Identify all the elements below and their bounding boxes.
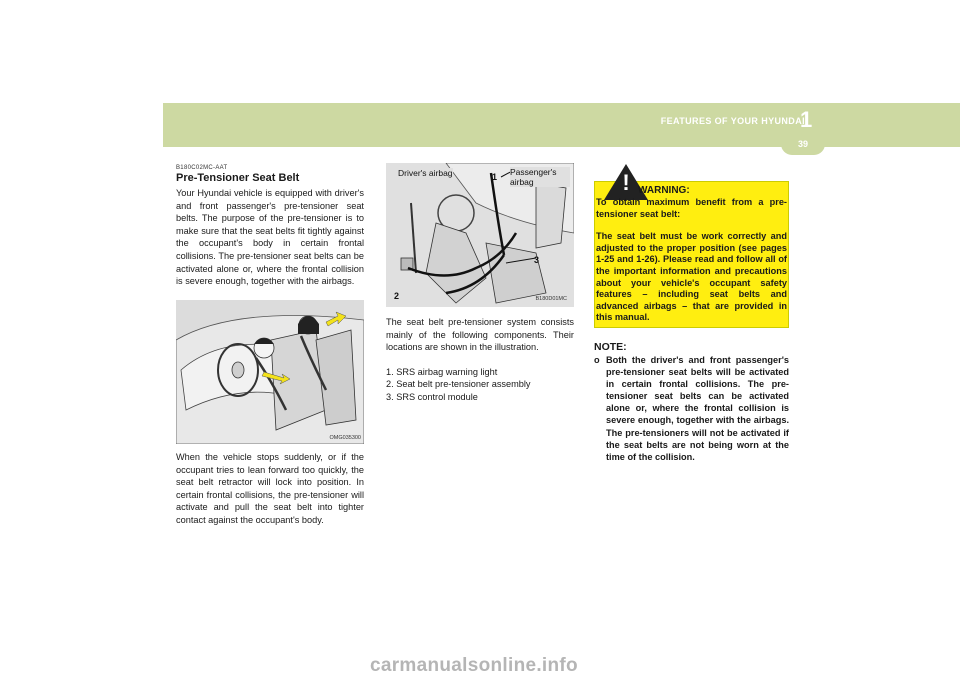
page-tab [781,134,825,155]
list-item: 2. Seat belt pre-tensioner assembly [386,379,531,390]
warning-text [596,197,787,335]
watermark: carmanualsonline.info [370,655,578,676]
exclamation-icon: ! [622,170,630,195]
note-body [594,354,789,463]
warning-title: WARNING: [638,185,690,196]
list-item: 1. SRS airbag warning light [386,366,498,377]
note-text: Both the driver's and front passenger's pre-tensioner seat belts will be activated in certain frontal collisions. The pre-tensioner seat belts can be activated alone or, where the frontal collision is severe enough, together with the airbags. The pre-tensioners will not be activated if the seat belts are not being worn at the time of the collision. [606,355,789,462]
intro-paragraph: Your Hyundai vehicle is equipped with driver's and front passenger's pre-tensioner seat belts. The purpose of the pre-tensioner is to make sure that the seat belts fit tightly against the occupant's body in certain frontal collisions. The pre-tensioner seat belts can be activated alone or, where the frontal collision is severe enough, together with the airbags. [176,188,364,287]
list-item: 3. SRS control module [386,391,478,402]
figure2-code: B180D01MC [535,296,567,302]
driver-illustration-drawing [176,300,364,444]
driver-illustration [176,300,364,444]
header-band [163,103,960,147]
component-illustration [386,163,574,307]
section-code: B180C02MC-AAT [176,165,228,171]
note-title: NOTE: [594,341,627,353]
callout-3: 3 [534,255,540,265]
warning-paragraph-2: The seat belt must be work correctly and adjusted to the proper position (see pages 1-25 and 1-26). Please read and follow all of the important information and precautions about your vehicle's occupant safety features – including seat belts and advanced airbags – that are provided in this manual. [596,231,787,323]
section-heading: Pre-Tensioner Seat Belt [176,172,300,184]
lock-paragraph: When the vehicle stops suddenly, or if the occupant tries to lean forward too quickly, the seat belt retractor will lock into position. In certain frontal collisions, the pre-tensioner will activate and pull the seat belt into tighter contact against the occupant's body. [176,452,364,525]
label-drivers-airbag: Driver's airbag [398,168,453,178]
callout-2: 2 [394,291,400,301]
figure1-code: OMG035300 [329,435,361,441]
lock-paragraph-block [176,451,364,527]
components-list [386,366,574,403]
page-number: 39 [797,139,808,149]
intro-column [176,165,364,288]
warning-paragraph-1: To obtain maximum benefit from a pre-tensioner seat belt: [596,197,787,219]
chapter-number: 1 [800,107,813,132]
label-passengers-airbag: Passenger's airbag [510,167,570,187]
callout-1: 1 [492,172,498,182]
components-column [386,316,574,403]
chapter-title: FEATURES OF YOUR HYUNDAI [660,116,805,126]
note-bullet: o [594,355,600,365]
components-intro: The seat belt pre-tensioner system consists mainly of the following components. Their locations are shown in the illustration. [386,317,574,353]
